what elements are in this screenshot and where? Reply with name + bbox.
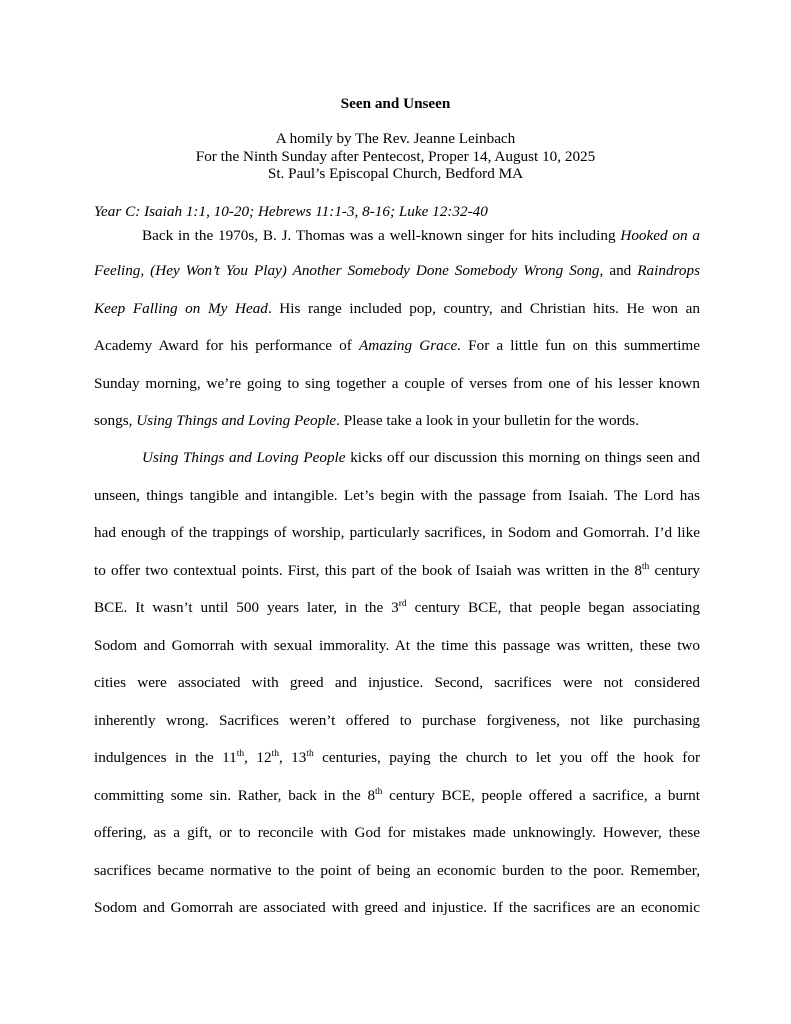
paragraph-2-line-5: BCE. It wasn’t until 500 years later, in the 3rd century BCE, that people began associating: [94, 599, 700, 616]
paragraph-1-line-4: Academy Award for his performance of Amazing Grace. For a little fun on this summertime: [94, 337, 700, 354]
paragraph-2-line-9: indulgences in the 11th, 12th, 13th centuries, paying the church to let you off the hook for: [94, 749, 701, 766]
document-title: Seen and Unseen: [340, 95, 451, 112]
paragraph-2-line-3: had enough of the trappings of worship, particularly sacrifices, in Sodom and Gomorrah. I’d like: [94, 524, 700, 541]
paragraph-2-line-8: inherently wrong. Sacrifices weren’t offered to purchase forgiveness, not like purchasing: [94, 712, 700, 729]
paragraph-2-line-6: Sodom and Gomorrah with sexual immorality. At the time this passage was written, these two: [94, 637, 700, 654]
lectionary-readings: Year C: Isaiah 1:1, 10-20; Hebrews 11:1-3, 8-16; Luke 12:32-40: [94, 203, 488, 220]
paragraph-2-line-10: committing some sin. Rather, back in the 8th century BCE, people offered a sacrifice, a burnt: [94, 787, 700, 804]
paragraph-1-line-1: Back in the 1970s, B. J. Thomas was a well-known singer for hits including Hooked on a: [142, 227, 700, 244]
paragraph-2-line-12: sacrifices became normative to the point of being an economic burden to the poor. Remember,: [94, 862, 700, 879]
paragraph-1-line-3: Keep Falling on My Head. His range included pop, country, and Christian hits. He won an: [94, 300, 700, 317]
subtitle-location: St. Paul’s Episcopal Church, Bedford MA: [267, 165, 524, 182]
document-subtitle: [0, 130, 791, 183]
paragraph-1-line-2: Feeling, (Hey Won’t You Play) Another Somebody Done Somebody Wrong Song, and Raindrops: [94, 262, 700, 279]
paragraph-2-line-7: cities were associated with greed and injustice. Second, sacrifices were not considered: [94, 674, 700, 691]
paragraph-1-line-6: songs, Using Things and Loving People. Please take a look in your bulletin for the words.: [94, 412, 640, 429]
paragraph-2-line-4: to offer two contextual points. First, this part of the book of Isaiah was written in the 8th century: [94, 562, 701, 579]
paragraph-2-line-13: Sodom and Gomorrah are associated with greed and injustice. If the sacrifices are an economic: [94, 899, 700, 916]
subtitle-occasion: For the Ninth Sunday after Pentecost, Proper 14, August 10, 2025: [195, 147, 596, 165]
paragraph-1-line-5: Sunday morning, we’re going to sing together a couple of verses from one of his lesser known: [94, 375, 700, 392]
subtitle-author: A homily by The Rev. Jeanne Leinbach: [275, 130, 516, 147]
paragraph-2-line-1: Using Things and Loving People kicks off our discussion this morning on things seen and: [142, 449, 701, 466]
paragraph-2-line-11: offering, as a gift, or to reconcile with God for mistakes made unknowingly. However, these: [94, 824, 700, 841]
paragraph-2-line-2: unseen, things tangible and intangible. Let’s begin with the passage from Isaiah. The Lord has: [94, 487, 700, 504]
